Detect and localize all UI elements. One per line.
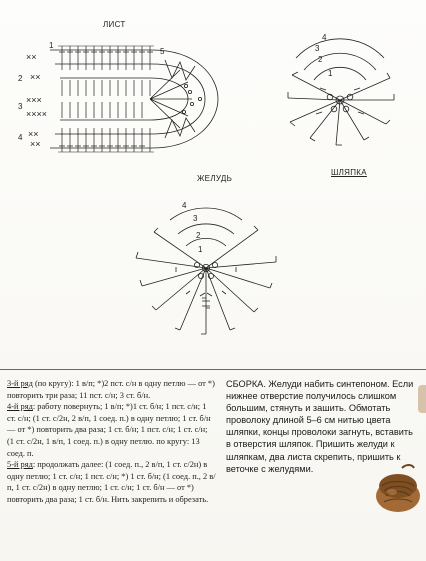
page-edge-decoration bbox=[418, 385, 426, 413]
leaf-row-number: 3 bbox=[18, 102, 23, 111]
row5-text: : продолжать далее: (1 соед. п., 2 в/п, 1 ст. с/2н) в одну петлю; 1 ст. с/н; 1 пст. с/н; *) 1 ст. б/н; (1 соед. п., 2 в/п, 1 ст. с/2н) в одну петлю; 1 ст. с/н; 1 ст. б/н — от *) повторить два раза; 1 ст. б/н. Нить закрепить и обрезать. bbox=[7, 460, 216, 504]
leaf-row-number: 5 bbox=[160, 47, 165, 56]
leaf-row-number: 4 bbox=[18, 133, 23, 142]
assembly-paragraph bbox=[226, 378, 418, 475]
instructions-column bbox=[7, 378, 216, 506]
row4-label: 4-й ряд bbox=[7, 402, 33, 412]
svg-text:××: ×× bbox=[30, 139, 41, 149]
cap-diagram-title: ШЛЯПКА bbox=[331, 168, 367, 177]
svg-text:2: 2 bbox=[196, 231, 201, 240]
section-divider bbox=[0, 369, 426, 370]
row5-label: 5-й ряд bbox=[7, 460, 33, 470]
svg-text:2: 2 bbox=[318, 55, 323, 64]
row3-text: (по кругу): 1 в/п; *)2 пст. с/н в одну петлю — от *) повторить три раза; 11 пст. с/н; 3 ст. б/н. bbox=[7, 379, 215, 400]
svg-text:4: 4 bbox=[182, 201, 187, 210]
svg-text:××: ×× bbox=[30, 72, 41, 82]
acorn-photo bbox=[372, 462, 426, 520]
row4-text: : работу повернуть; 1 в/п; *)1 ст. б/н; 1 пст. с/н; 1 ст. с/н; (1 ст. с/2н, 2 в/п, 1 соед. п.) в одну петлю; 1 ст. б/н — от *) повторить два раза; 1 ст. б/н; 1 пст. с/н; 1 ст. с/н; (1 ст. с/2н, 1 в/п, 1 соед. п.) в одну петлю. по кругу: 13 соед. п. bbox=[7, 402, 211, 458]
svg-text:×××: ××× bbox=[26, 95, 42, 105]
leaf-row-number: 2 bbox=[18, 74, 23, 83]
leaf-diagram-title: ЛИСТ bbox=[103, 20, 126, 29]
svg-text:××: ×× bbox=[26, 52, 37, 62]
assembly-text: Желуди набить синтепоном. Если нижнее отверстие получилось слишком большим, стянуть и зашить. Обмотать проволоку длиной 5–6 см нитью цвета шляпки, концы проволоки загнуть, вставить в отверстия шляпок. Пришить желуди к шляпкам, два листа скрепить, пришить к веточке с желудями. bbox=[226, 379, 414, 474]
svg-text:××××: ×××× bbox=[26, 109, 48, 119]
svg-text:××: ×× bbox=[28, 129, 39, 139]
row3-label: 3-й ряд bbox=[7, 379, 33, 388]
svg-text:4: 4 bbox=[322, 33, 327, 42]
svg-text:1: 1 bbox=[328, 69, 333, 78]
row5-paragraph bbox=[7, 459, 216, 505]
svg-text:1: 1 bbox=[198, 245, 203, 254]
svg-text:3: 3 bbox=[315, 44, 320, 53]
row3-paragraph bbox=[7, 378, 216, 401]
row4-paragraph bbox=[7, 401, 216, 459]
assembly-column bbox=[226, 378, 418, 475]
assembly-heading: СБОРКА. bbox=[226, 379, 266, 389]
acorn-diagram-title: ЖЕЛУДЬ bbox=[197, 174, 233, 183]
leaf-row-number: 1 bbox=[49, 41, 54, 50]
svg-text:3: 3 bbox=[193, 214, 198, 223]
